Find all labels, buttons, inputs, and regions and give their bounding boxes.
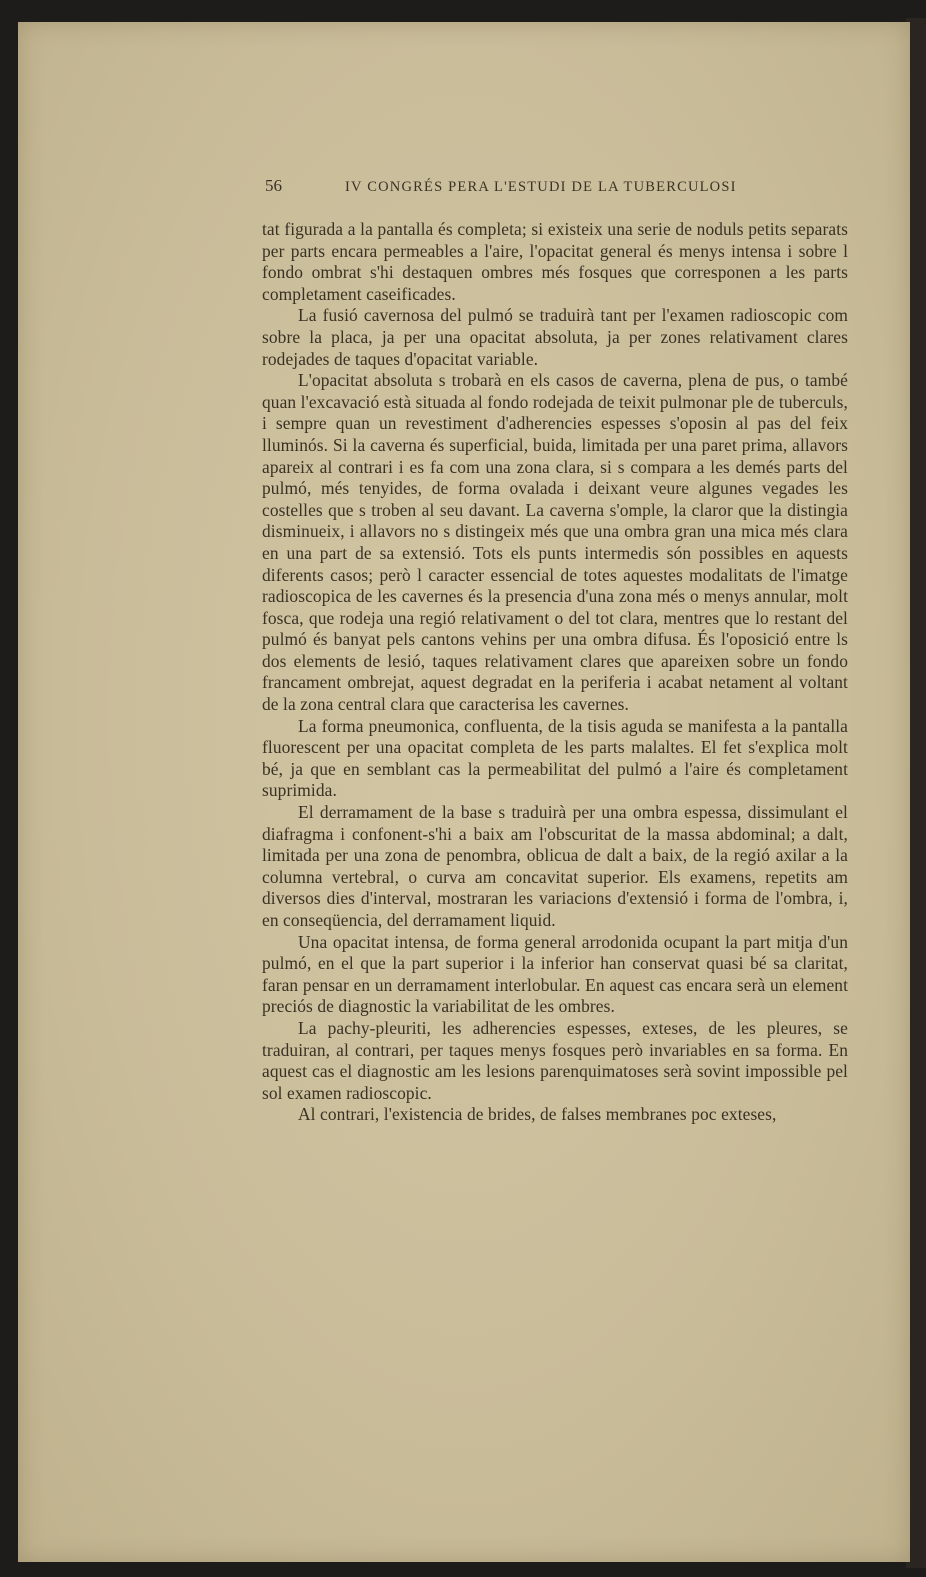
body-text [262, 219, 848, 1126]
paragraph: La fusió cavernosa del pulmó se traduirà tant per l'examen radioscopic com sobre la placa, ja per una opacitat absoluta, ja per zones relativament clares rodejades de taques d'opacitat variable. [262, 305, 848, 369]
paragraph: tat figurada a la pantalla és completa; si existeix una serie de noduls petits separats per parts encara permeables a l'aire, l'opacitat general és menys intensa i sobre l fondo ombrat s'hi destaquen ombres més fosques que corresponen a les parts completament caseificades. [262, 219, 848, 304]
paragraph: Al contrari, l'existencia de brides, de falses membranes poc exteses, [298, 1104, 777, 1125]
paragraph: L'opacitat absoluta s trobarà en els casos de caverna, plena de pus, o també quan l'excavació està situada al fondo rodejada de teixit pulmonar ple de tuberculs, i sempre quan un revestiment d'adherencies espesses s'oposin al pas del feix lluminós. Si la caverna és superficial, buida, limitada per una paret prima, allavors apareix al contrari i es fa com una zona clara, si s compara a les demés parts del pulmó, més tenyides, de forma ovalada i deixant veure algunes vegades les costelles que s troben al seu davant. La caverna s'omple, la claror que la distingia disminueix, i allavors no s distingeix més que una ombra gran una mica més clara en una part de sa extensió. Tots els punts intermedis són possibles en aquests diferents casos; però l caracter essencial de totes aquestes modalitats de l'imatge radioscopica de les cavernes és la presencia d'una zona més o menys annular, molt fosca, que rodeja una regió relativament o del tot clara, mentres que lo restant del pulmó és banyat pels cantons vehins per una ombra difusa. És l'oposició entre ls dos elements de lesió, taques relativament clares que apareixen sobre un fondo francament ombrejat, aquest degradat en la periferia i acabat netament al voltant de la zona central clara que caracterisa les cavernes. [262, 370, 848, 715]
page-number: 56 [265, 176, 282, 195]
paragraph: La forma pneumonica, confluenta, de la tisis aguda se manifesta a la pantalla fluorescent per una opacitat completa de les parts malaltes. El fet s'explica molt bé, ja que en semblant cas la permeabilitat del pulmó a l'aire és completament suprimida. [262, 715, 848, 801]
paragraph: Una opacitat intensa, de forma general arrodonida ocupant la part mitja d'un pulmó, en el que la part superior i la inferior han conservat quasi bé sa claritat, faran pensar en un derramament interlobular. En aquest cas encara serà un element preciós de diagnostic la variabilitat de les ombres. [262, 931, 848, 1017]
paragraph: El derramament de la base s traduirà per una ombra espessa, dissimulant el diafragma i confonent-s'hi a baix am l'obscuritat de la massa abdominal; a dalt, limitada per una zona de penombra, oblicua de dalt a baix, de la regió axilar a la columna vertebral, o curva am concavitat superior. Els examens, repetits am diversos dies d'interval, mostraran les variacions d'extensió i forma de l'ombra, i, en conseqüencia, del derramament liquid. [262, 802, 848, 930]
paragraph: La pachy-pleuriti, les adherencies espesses, exteses, de les pleures, se traduiran, al contrari, per taques menys fosques però invariables en sa forma. En aquest cas el diagnostic am les lesions parenquimatoses serà sovint impossible pel sol examen radioscopic. [262, 1017, 848, 1103]
running-header [265, 176, 805, 196]
running-title: IV CONGRÉS PERA L'ESTUDI DE LA TUBERCULOSI [345, 179, 737, 195]
